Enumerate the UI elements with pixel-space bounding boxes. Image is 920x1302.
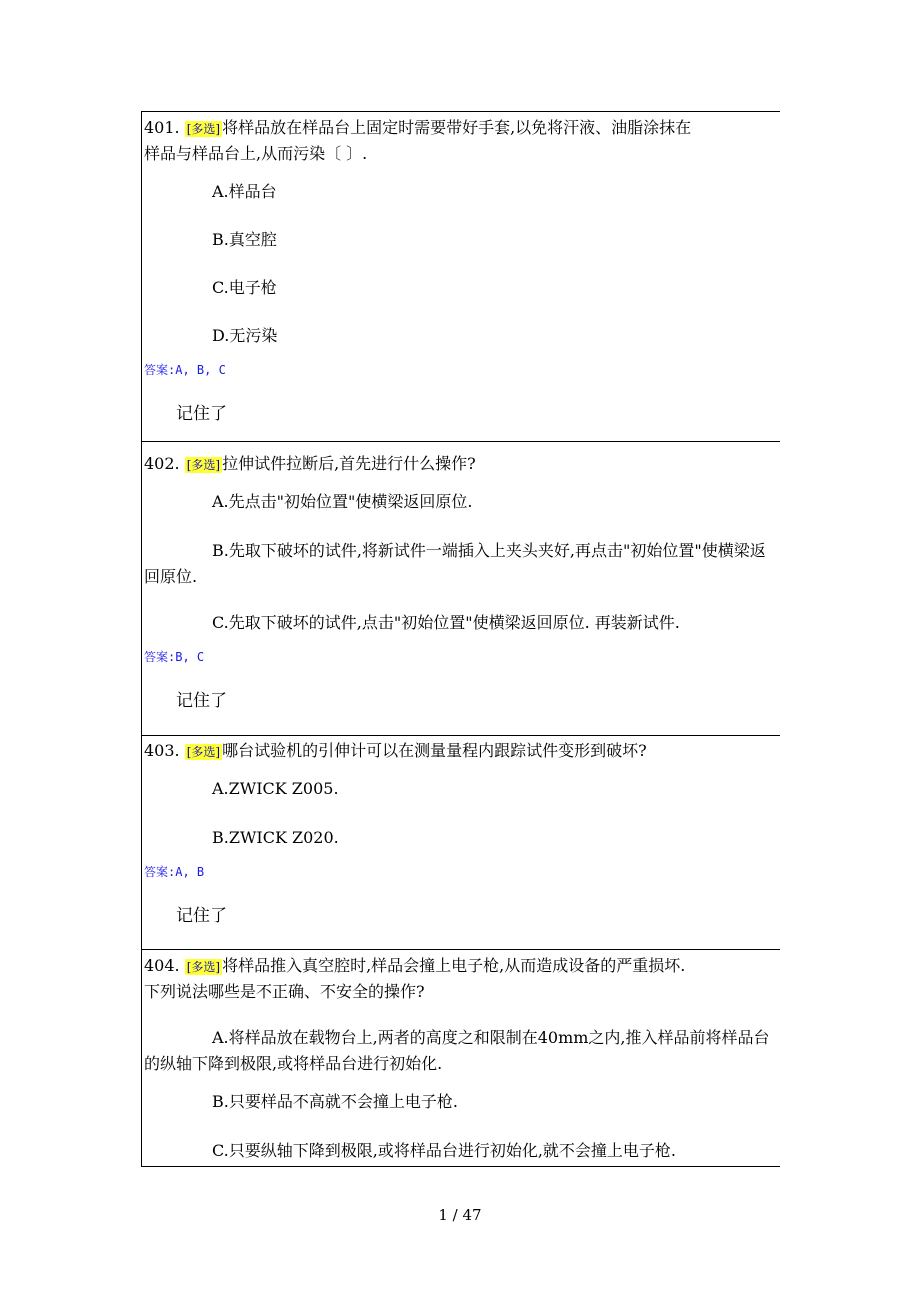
table-bottom-border <box>141 1166 780 1167</box>
option-d: D.无污染 <box>212 326 278 345</box>
option-c: C.只要纵轴下降到极限,或将样品台进行初始化,就不会撞上电子枪. <box>212 1141 677 1160</box>
question-line <box>144 115 691 142</box>
option-a: A.样品台 <box>212 182 277 201</box>
question-block <box>141 111 780 441</box>
question-number: 402. <box>144 454 180 473</box>
question-block <box>141 441 780 735</box>
option-a: A.ZWICK Z005. <box>212 779 339 798</box>
multi-select-tag: [多选] <box>186 960 221 974</box>
remember-link[interactable]: 记住了 <box>176 906 227 926</box>
question-number: 401. <box>144 118 180 137</box>
question-text-continued: 下列说法哪些是不正确、不安全的操作? <box>144 982 425 1001</box>
answer-text: 答案:B, C <box>144 650 205 664</box>
page-number: 1 / 47 <box>438 1206 482 1224</box>
question-text: 将样品放在样品台上固定时需要带好手套,以免将汗液、油脂涂抹在 <box>222 118 692 137</box>
question-text: 拉伸试件拉断后,首先进行什么操作? <box>222 454 476 473</box>
remember-link[interactable]: 记住了 <box>176 404 227 424</box>
option-b: B.先取下破坏的试件,将新试件一端插入上夹头夹好,再点击"初始位置"使横梁返回原位. <box>144 541 766 586</box>
option-c: C.先取下破坏的试件,点击"初始位置"使横梁返回原位. 再装新试件. <box>212 613 680 632</box>
question-line <box>144 953 685 980</box>
question-text: 将样品推入真空腔时,样品会撞上电子枪,从而造成设备的严重损坏. <box>222 956 686 975</box>
option-b: B.只要样品不高就不会撞上电子枪. <box>212 1092 458 1111</box>
answer-text: 答案:A, B, C <box>144 363 226 377</box>
multi-select-tag: [多选] <box>186 745 221 759</box>
question-text-continued: 样品与样品台上,从而污染〔 〕. <box>144 144 368 163</box>
option-a: A.将样品放在载物台上,两者的高度之和限制在40mm之内,推入样品前将样品台的纵轴下降到极限,或将样品台进行初始化. <box>144 1028 770 1073</box>
question-number: 403. <box>144 741 180 760</box>
question-text: 哪台试验机的引伸计可以在测量量程内跟踪试件变形到破坏? <box>222 741 647 760</box>
option-c: C.电子枪 <box>212 278 277 297</box>
question-line <box>144 738 647 765</box>
question-line <box>144 451 476 478</box>
multi-select-tag: [多选] <box>186 122 221 136</box>
question-block <box>141 949 780 1167</box>
question-block <box>141 735 780 949</box>
answer-text: 答案:A, B <box>144 865 205 879</box>
option-a: A.先点击"初始位置"使横梁返回原位. <box>212 492 473 511</box>
option-b: B.ZWICK Z020. <box>212 828 339 847</box>
remember-link[interactable]: 记住了 <box>176 691 227 711</box>
question-number: 404. <box>144 956 180 975</box>
option-b: B.真空腔 <box>212 230 277 249</box>
multi-select-tag: [多选] <box>186 458 221 472</box>
